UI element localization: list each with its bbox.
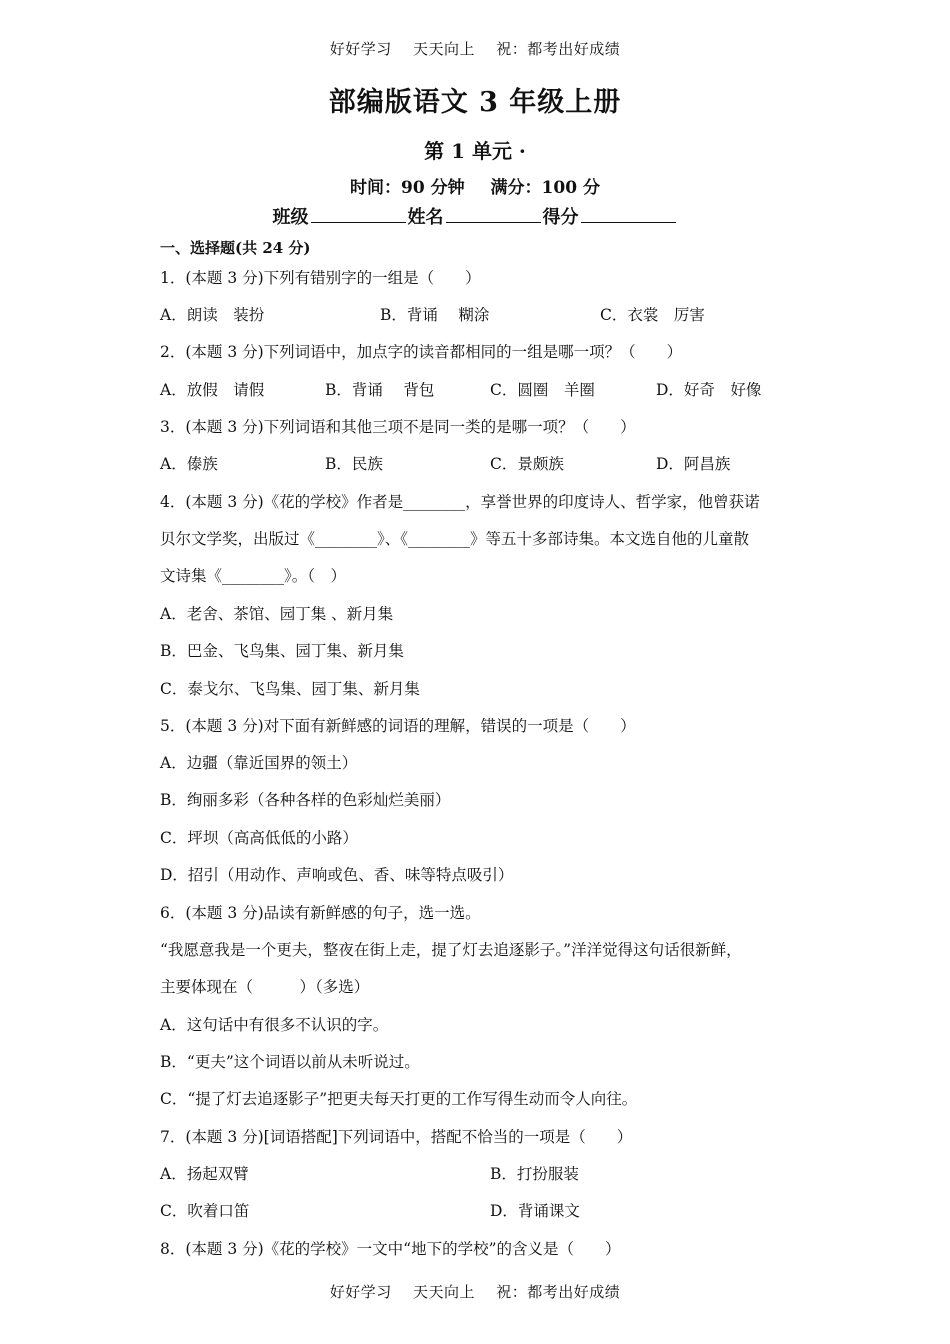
question-6-stem: 6．(本题 3 分)品读有新鲜感的句子，选一选。 bbox=[160, 904, 481, 922]
question-5-stem: 5．(本题 3 分)对下面有新鲜感的词语的理解，错误的一项是（ ） bbox=[160, 717, 636, 735]
footer-motto-1: 好好学习 bbox=[329, 1283, 392, 1301]
full-score: 满分：100 分 bbox=[490, 178, 600, 198]
question-2-option-d: D．好奇 好像 bbox=[656, 381, 762, 399]
header-motto-1: 好好学习 bbox=[329, 40, 392, 58]
question-4-option-a: A．老舍、茶馆、园丁集 、新月集 bbox=[160, 605, 394, 623]
class-blank[interactable] bbox=[311, 204, 406, 223]
exam-title: 部编版语文 3 年级上册 bbox=[328, 87, 622, 118]
student-info bbox=[0, 203, 950, 229]
header-motto-2: 天天向上 bbox=[412, 40, 475, 58]
question-1-stem: 1．(本题 3 分)下列有错别字的一组是（ ） bbox=[160, 269, 481, 287]
header-motto-3: 祝：都考出好成绩 bbox=[496, 40, 621, 58]
name-label: 姓名 bbox=[407, 207, 444, 228]
question-7-option-b: B．打扮服装 bbox=[490, 1165, 579, 1183]
question-3-option-b: B．民族 bbox=[325, 455, 383, 473]
question-4-stem-line-3: 文诗集《________》。（ ） bbox=[160, 567, 347, 585]
question-6-option-c: C．“提了灯去追逐影子”把更夫每天打更的工作写得生动而令人向往。 bbox=[160, 1090, 638, 1108]
question-8-stem: 8．(本题 3 分)《花的学校》一文中“地下的学校”的含义是（ ） bbox=[160, 1240, 621, 1258]
question-4-option-c: C．泰戈尔、飞鸟集、园丁集、新月集 bbox=[160, 680, 420, 698]
footer-motto-2: 天天向上 bbox=[412, 1283, 475, 1301]
question-5-option-a: A．边疆（靠近国界的领土） bbox=[160, 754, 358, 772]
question-7-stem: 7．(本题 3 分)[词语搭配]下列词语中，搭配不恰当的一项是（ ） bbox=[160, 1128, 633, 1146]
question-6-quote-line-1: “我愿意我是一个更夫，整夜在街上走，提了灯去追逐影子。”洋洋觉得这句话很新鲜， bbox=[160, 941, 742, 959]
page-header bbox=[0, 38, 950, 59]
question-3-option-c: C．景颇族 bbox=[490, 455, 564, 473]
question-7-option-d: D．背诵课文 bbox=[490, 1202, 580, 1220]
question-5-option-c: C．坪坝（高高低低的小路） bbox=[160, 829, 358, 847]
question-7-option-c: C．吹着口笛 bbox=[160, 1202, 250, 1220]
question-3-stem: 3．(本题 3 分)下列词语和其他三项不是同一类的是哪一项？（ ） bbox=[160, 418, 636, 436]
question-4-stem-line-2: 贝尔文学奖，出版过《________》、《________》等五十多部诗集。本文选自他的儿童散 bbox=[160, 530, 750, 548]
question-6-option-a: A．这句话中有很多不认识的字。 bbox=[160, 1016, 389, 1034]
exam-meta bbox=[0, 173, 950, 198]
question-2-option-a: A．放假 请假 bbox=[160, 381, 265, 399]
question-1-option-a: A．朗读 装扮 bbox=[160, 306, 265, 324]
question-1-option-b: B．背诵 糊涂 bbox=[380, 306, 490, 324]
question-4-stem-line-1: 4．(本题 3 分)《花的学校》作者是________，享誉世界的印度诗人、哲学家，他曾获诺 bbox=[160, 493, 760, 511]
question-5-option-b: B．绚丽多彩（各种各样的色彩灿烂美丽） bbox=[160, 791, 451, 809]
question-2-stem: 2．(本题 3 分)下列词语中，加点字的读音都相同的一组是哪一项？（ ） bbox=[160, 343, 683, 361]
unit-title: 第 1 单元 · bbox=[424, 139, 526, 163]
score-label: 得分 bbox=[542, 207, 579, 228]
question-2-option-c: C．圆圈 羊圈 bbox=[490, 381, 595, 399]
score-blank[interactable] bbox=[581, 204, 676, 223]
name-blank[interactable] bbox=[446, 204, 541, 223]
question-4-option-b: B．巴金、飞鸟集、园丁集、新月集 bbox=[160, 642, 404, 660]
time-limit: 时间：90 分钟 bbox=[350, 178, 465, 198]
question-6-option-b: B．“更夫”这个词语以前从未听说过。 bbox=[160, 1053, 420, 1071]
question-3-option-d: D．阿昌族 bbox=[656, 455, 731, 473]
question-1-option-c: C．衣裳 厉害 bbox=[600, 306, 705, 324]
page-footer bbox=[0, 1281, 950, 1302]
question-2-option-b: B．背诵 背包 bbox=[325, 381, 435, 399]
footer-motto-3: 祝：都考出好成绩 bbox=[496, 1283, 621, 1301]
class-label: 班级 bbox=[272, 207, 309, 228]
question-7-option-a: A．扬起双臂 bbox=[160, 1165, 249, 1183]
question-3-option-a: A．傣族 bbox=[160, 455, 218, 473]
question-6-quote-line-2: 主要体现在（ ）（多选） bbox=[160, 978, 370, 996]
question-5-option-d: D．招引（用动作、声响或色、香、味等特点吸引） bbox=[160, 866, 514, 884]
section-title: 一、选择题(共 24 分) bbox=[160, 239, 311, 257]
